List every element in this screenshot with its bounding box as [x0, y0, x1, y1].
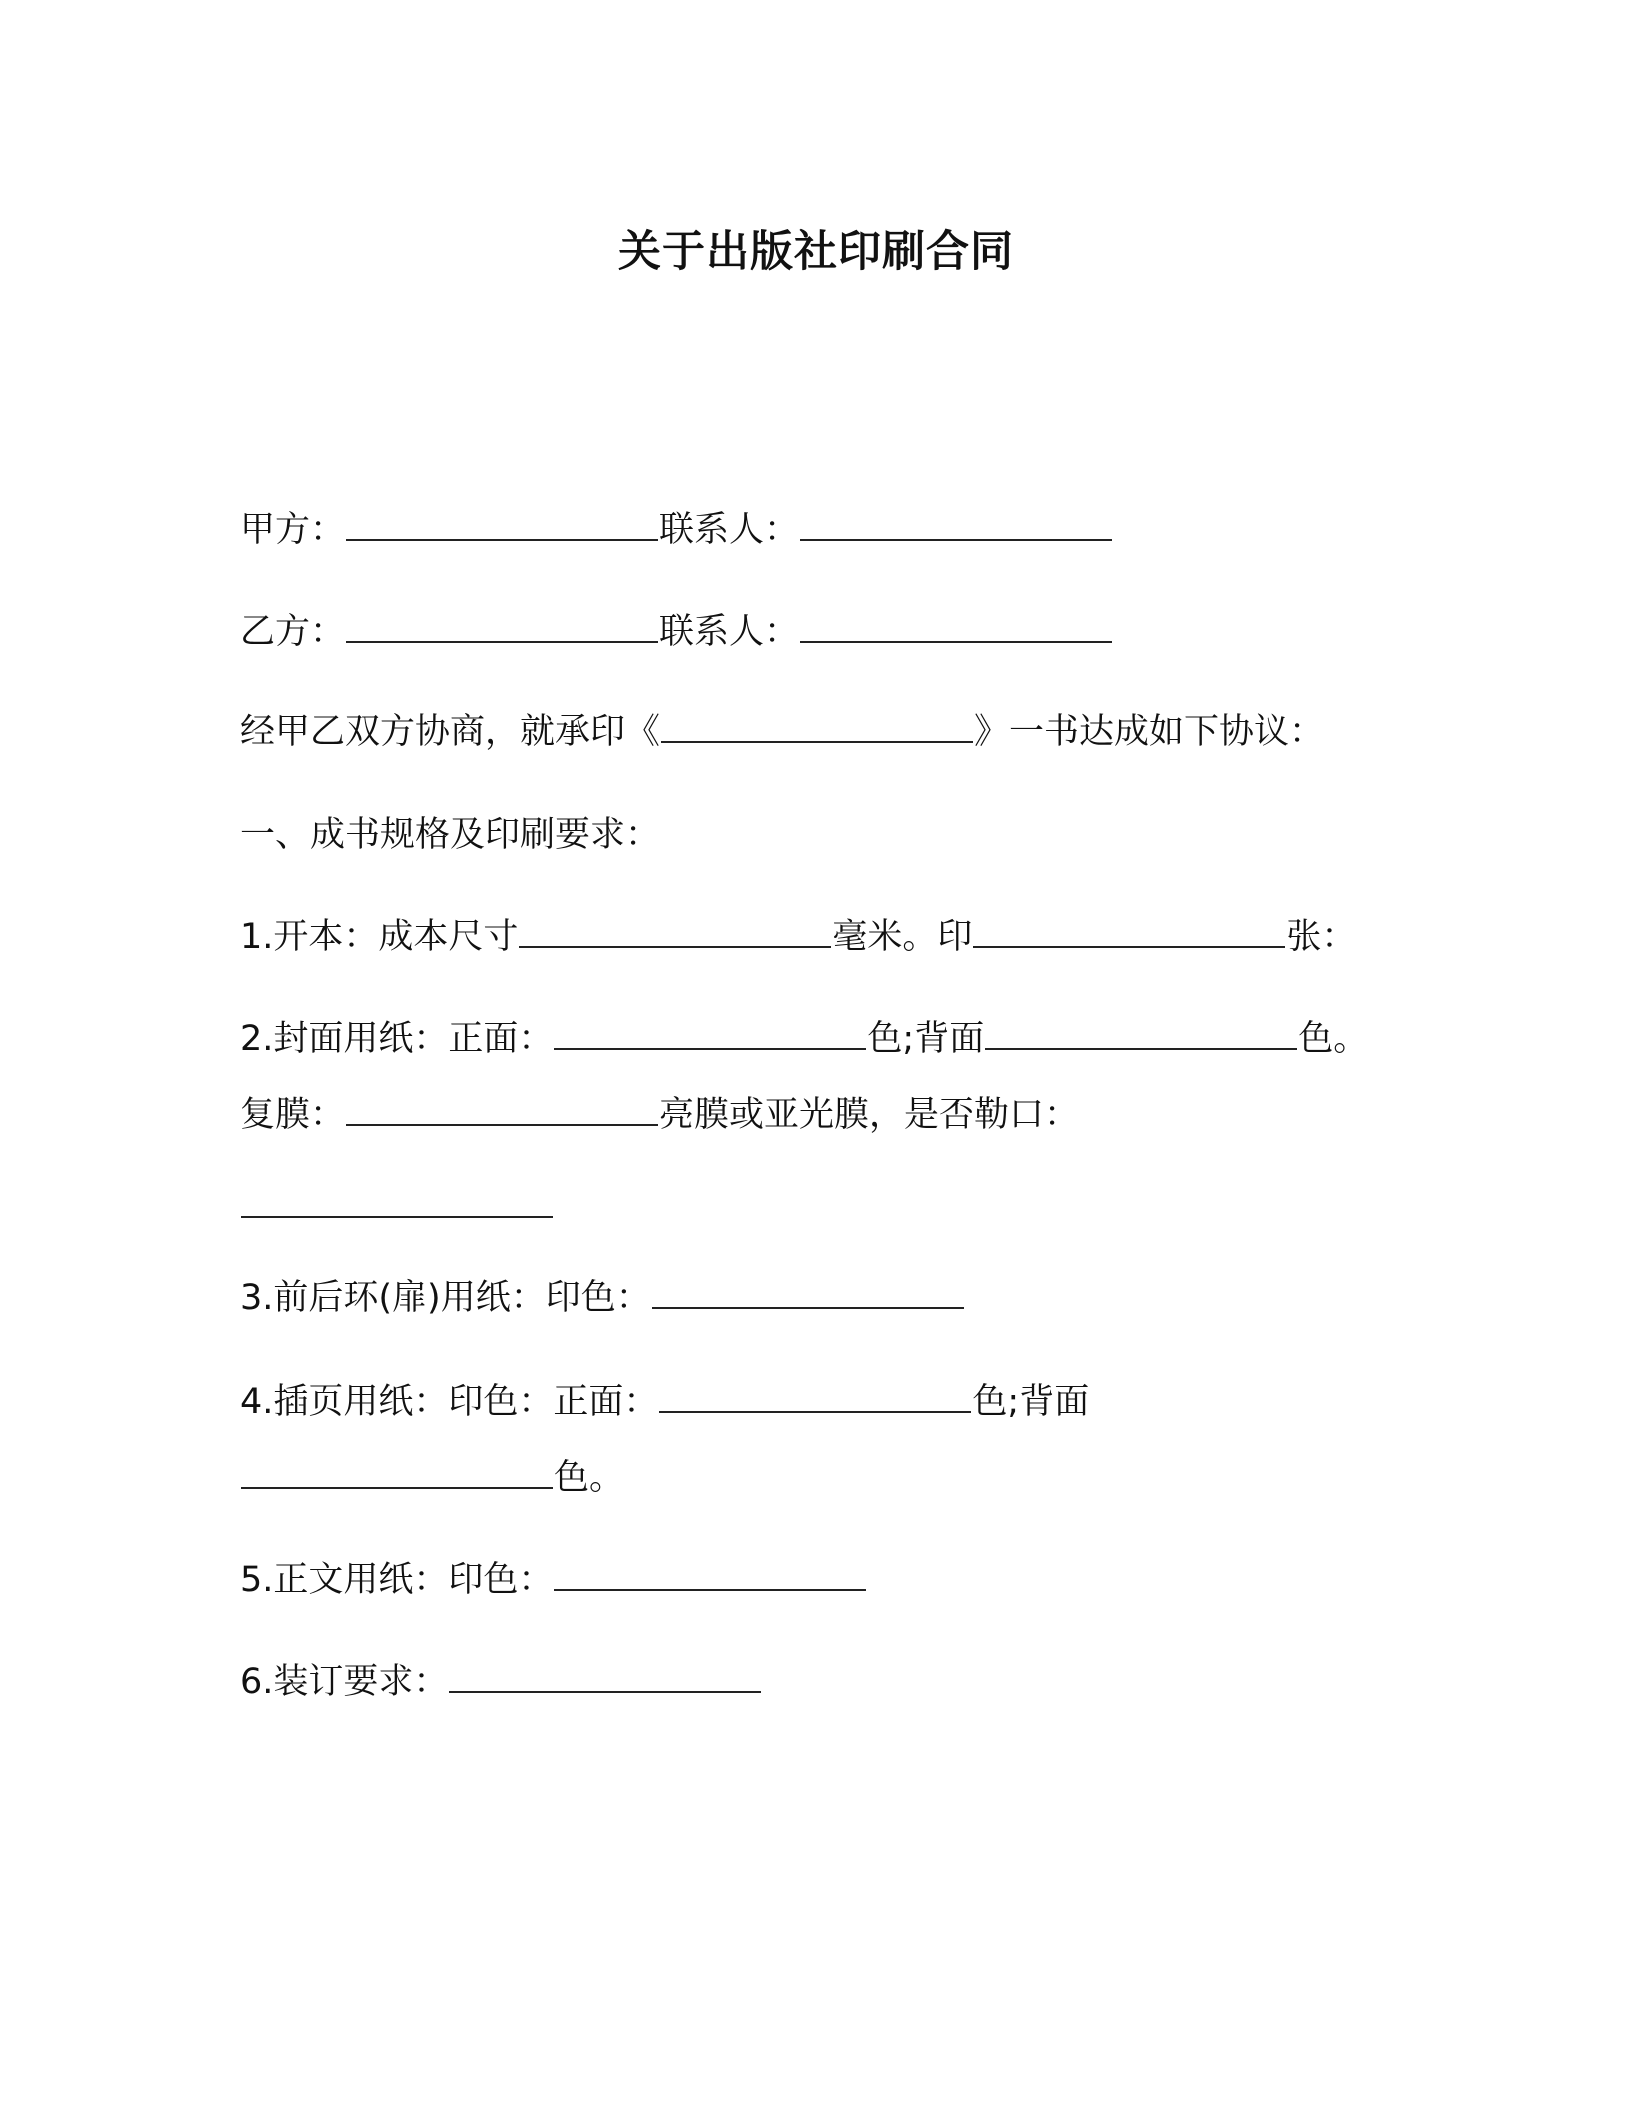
item5-line [240, 1555, 867, 1605]
party-b-contact-blank[interactable] [800, 607, 1112, 643]
party-a-label: 甲方： [240, 510, 346, 550]
party-a-contact-label: 联系人： [659, 510, 800, 550]
laminate-blank[interactable] [346, 1090, 658, 1126]
item2-prefix: 2.封面用纸：正面： [240, 1019, 554, 1059]
item4-suffix: 色;背面 [972, 1382, 1090, 1422]
cover-back-color-blank[interactable] [985, 1014, 1297, 1050]
document-title: 关于出版社印刷合同 [618, 227, 1014, 277]
cover-front-color-blank[interactable] [554, 1014, 866, 1050]
party-a-contact-blank[interactable] [800, 505, 1112, 541]
size-blank[interactable] [519, 912, 831, 948]
party-a-line [240, 505, 1113, 555]
party-a-name-blank[interactable] [346, 505, 658, 541]
party-b-contact-label: 联系人： [659, 612, 800, 652]
item6-prefix: 6.装订要求： [240, 1662, 449, 1702]
party-b-name-blank[interactable] [346, 607, 658, 643]
item3-line [240, 1273, 965, 1323]
intro-prefix: 经甲乙双方协商，就承印《 [240, 712, 661, 752]
item4b-line [240, 1453, 624, 1503]
item2b-suffix: 亮膜或亚光膜，是否勒口： [659, 1095, 1080, 1135]
item5-prefix: 5.正文用纸：印色： [240, 1560, 554, 1600]
endpaper-color-blank[interactable] [652, 1273, 964, 1309]
body-paper-color-blank[interactable] [554, 1555, 866, 1591]
party-b-line [240, 607, 1113, 657]
book-title-blank[interactable] [661, 707, 973, 743]
item2-line [240, 1014, 1368, 1064]
binding-blank[interactable] [449, 1657, 761, 1693]
item4-line [240, 1377, 1089, 1427]
item4-prefix: 4.插页用纸：印色：正面： [240, 1382, 659, 1422]
flap-line [240, 1182, 554, 1232]
item1-middle: 毫米。印 [832, 917, 973, 957]
item2b-prefix: 复膜： [240, 1095, 346, 1135]
item1-line [240, 912, 1356, 962]
section1-heading: 一、成书规格及印刷要求： [240, 815, 661, 855]
item1-suffix: 张： [1286, 917, 1357, 957]
item2b-line [240, 1090, 1079, 1140]
party-b-label: 乙方： [240, 612, 346, 652]
flap-blank[interactable] [241, 1182, 553, 1218]
sheet-count-blank[interactable] [973, 912, 1285, 948]
item1-prefix: 1.开本：成本尺寸 [240, 917, 519, 957]
item2-middle: 色;背面 [867, 1019, 985, 1059]
item2-suffix: 色。 [1298, 1019, 1369, 1059]
insert-back-color-blank[interactable] [241, 1453, 553, 1489]
insert-front-color-blank[interactable] [659, 1377, 971, 1413]
item4b-suffix: 色。 [554, 1458, 625, 1498]
item3-prefix: 3.前后环(扉)用纸：印色： [240, 1278, 651, 1318]
item6-line [240, 1657, 762, 1707]
intro-suffix: 》一书达成如下协议： [974, 712, 1325, 752]
intro-line [240, 707, 1324, 757]
